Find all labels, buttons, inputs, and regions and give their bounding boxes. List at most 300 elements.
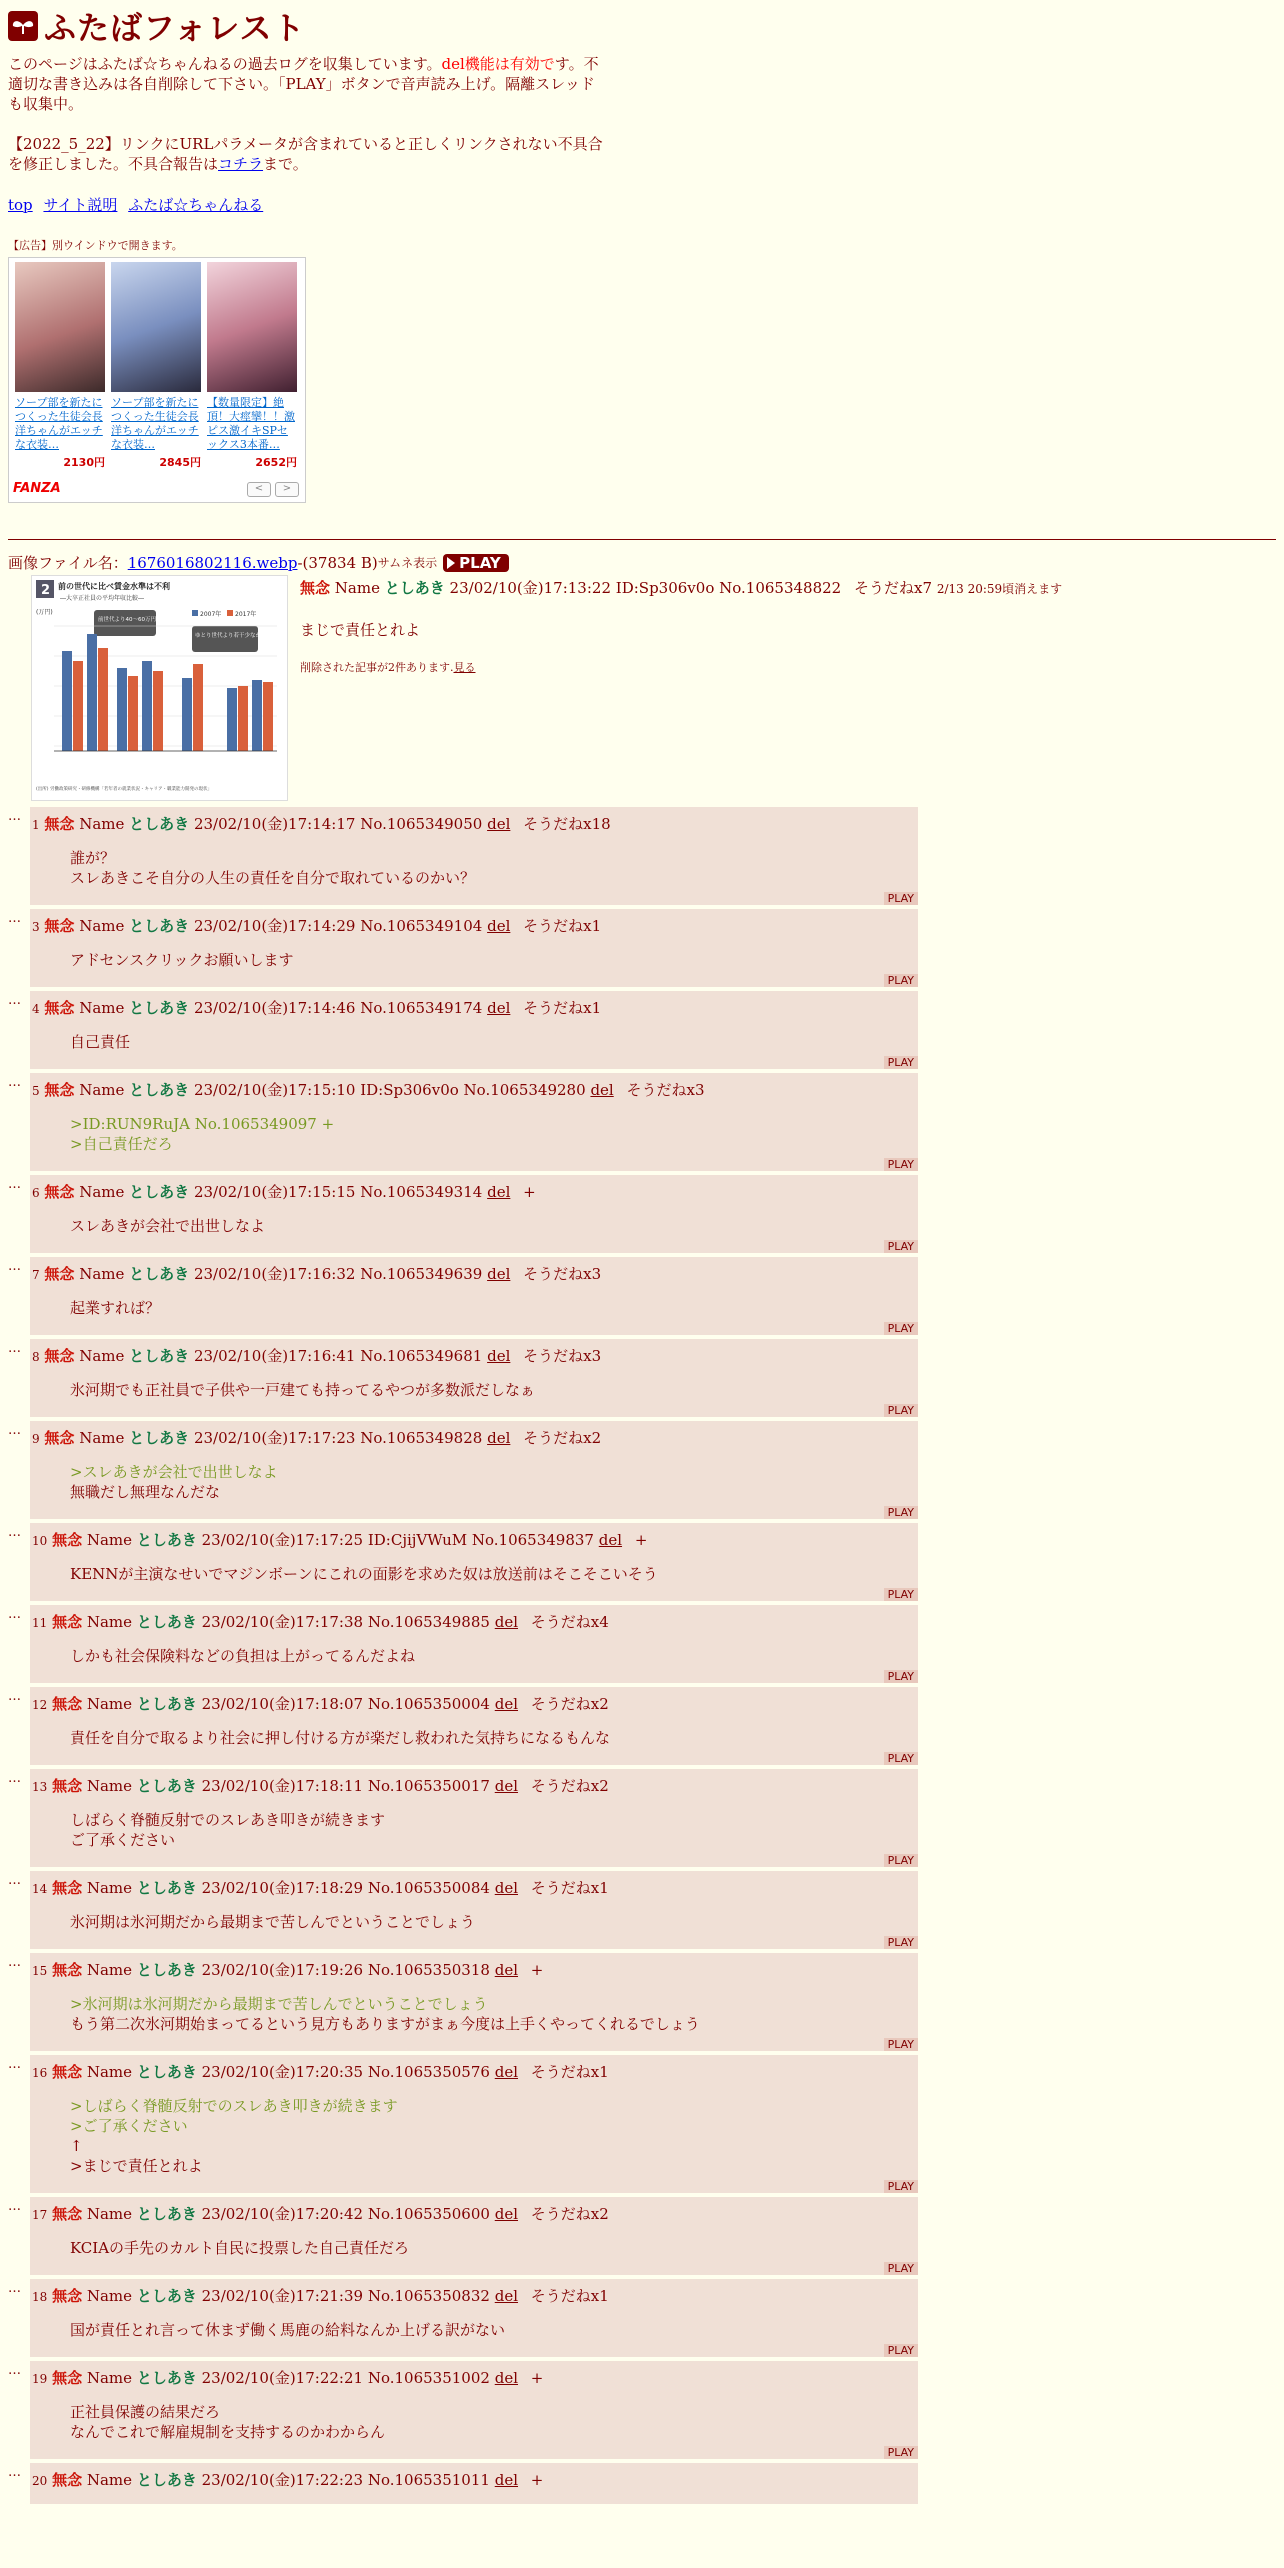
reply-play-button[interactable]: PLAY <box>884 1322 918 1335</box>
body-line: 正社員保護の結果だろ <box>70 2403 221 2421</box>
chart-number: 2 <box>41 583 51 598</box>
reply-menu-icon[interactable]: … <box>8 2465 21 2480</box>
reply-header <box>30 1523 918 1550</box>
reply-play-button[interactable]: PLAY <box>884 1404 918 1417</box>
reply-play-button[interactable]: PLAY <box>884 1936 918 1949</box>
reply-datetime: 23/02/10(金)17:14:17 <box>193 815 356 833</box>
reply-post <box>30 807 918 905</box>
sodane-button[interactable]: そうだねx3 <box>626 1081 705 1099</box>
ad-thumbnail[interactable] <box>111 262 201 392</box>
reply-menu-icon[interactable]: … <box>8 2363 21 2378</box>
sodane-button[interactable]: そうだねx3 <box>523 1347 602 1365</box>
ad-thumbnail[interactable] <box>15 262 105 392</box>
reply-index: 7 <box>32 1268 40 1282</box>
reply-post <box>30 1687 918 1765</box>
reply-index: 14 <box>32 1882 48 1896</box>
reply-menu-icon[interactable]: … <box>8 1177 21 1192</box>
reply-header <box>30 1953 918 1980</box>
del-link[interactable]: del <box>598 1531 623 1549</box>
sodane-button[interactable]: そうだねx18 <box>523 815 611 833</box>
reply-row <box>8 2279 1276 2357</box>
reply-name: としあき <box>136 1613 197 1631</box>
ad-pager <box>247 482 299 497</box>
del-link[interactable]: del <box>494 1961 519 1979</box>
del-link[interactable]: del <box>487 999 511 1017</box>
sodane-button[interactable]: そうだねx1 <box>530 1879 609 1897</box>
reply-header <box>30 991 918 1018</box>
reply-body <box>70 2096 918 2176</box>
del-link[interactable]: del <box>590 1081 614 1099</box>
sodane-button[interactable]: そうだねx2 <box>530 1777 609 1795</box>
del-link[interactable]: del <box>487 1183 511 1201</box>
del-link[interactable]: del <box>487 815 511 833</box>
reply-index: 4 <box>32 1002 40 1016</box>
reply-name: としあき <box>129 1265 190 1283</box>
reply-number: No.1065349104 <box>360 917 483 935</box>
legend-2007: 2007年 <box>200 611 222 618</box>
reply-menu-icon[interactable]: … <box>8 1689 21 1704</box>
reply-name: としあき <box>129 999 190 1017</box>
reply-subject: 無念 <box>52 1961 83 1979</box>
reply-header <box>30 1257 918 1284</box>
del-link[interactable]: del <box>494 1879 519 1897</box>
reply-play-button[interactable]: PLAY <box>884 2180 918 2193</box>
deleted-count-text: 削除された記事が2件あります. <box>300 661 454 674</box>
reply-header <box>30 1769 918 1796</box>
reply-datetime: 23/02/10(金)17:14:29 <box>193 917 356 935</box>
reply-play <box>30 892 918 905</box>
reply-name: としあき <box>136 2471 197 2489</box>
reply-menu-icon[interactable]: … <box>8 1607 21 1622</box>
nav-futaba-link[interactable]: ふたば☆ちゃんねる <box>128 196 264 214</box>
ad-title-link[interactable]: 【数量限定】絶頂！大痙攣！！激ピス激イキSPセックス3本番… <box>207 396 295 451</box>
reply-play-button[interactable]: PLAY <box>884 1588 918 1601</box>
reply-body <box>70 1994 918 2034</box>
reply-subject: 無念 <box>44 815 75 833</box>
quote-line: >スレあきが会社で出世しなよ <box>70 1463 278 1481</box>
body-line: しばらく脊髄反射でのスレあき叩きが続きます <box>70 1811 386 1829</box>
ad-thumbnail[interactable] <box>207 262 297 392</box>
body-line: ご了承ください <box>70 1831 176 1849</box>
body-line: 誰が？ <box>70 849 116 867</box>
del-link[interactable]: del <box>494 1777 519 1795</box>
body-line: スレあきが会社で出世しなよ <box>70 1217 266 1235</box>
reply-header <box>30 1339 918 1366</box>
reply-name: としあき <box>136 2287 197 2305</box>
reply-menu-icon[interactable]: … <box>8 1873 21 1888</box>
reply-datetime: 23/02/10(金)17:18:11 <box>201 1777 364 1795</box>
reply-index: 18 <box>32 2290 48 2304</box>
chart-unit: (万円) <box>36 609 53 616</box>
body-line: 責任を自分で取るより社会に押し付ける方が楽だし救われた気持ちになるもんな <box>70 1729 611 1747</box>
show-deleted-link[interactable]: 見る <box>453 661 476 674</box>
play-icon <box>447 557 455 569</box>
reply-name-label: Name <box>86 1879 133 1897</box>
reply-subject: 無念 <box>52 2205 83 2223</box>
op-number: No.1065348822 <box>719 579 842 597</box>
reply-row <box>8 1871 1276 1949</box>
reply-body <box>70 1380 918 1400</box>
reply-row <box>8 1687 1276 1765</box>
reply-index: 19 <box>32 2372 48 2386</box>
ad-title-link[interactable]: ソープ部を新たにつくった生徒会長洋ちゃんがエッチな衣装… <box>15 396 103 451</box>
reply-header <box>30 1871 918 1898</box>
reply-post <box>30 2279 918 2357</box>
reply-play <box>30 1322 918 1335</box>
reply-header <box>30 1073 918 1100</box>
reply-play-button[interactable]: PLAY <box>884 2038 918 2051</box>
reply-body <box>70 1216 918 1236</box>
reply-name-label: Name <box>79 917 125 935</box>
del-link[interactable]: del <box>487 1265 511 1283</box>
reply-name-label: Name <box>86 1961 133 1979</box>
reply-play-button[interactable]: PLAY <box>884 974 918 987</box>
reply-datetime: 23/02/10(金)17:17:25 <box>201 1531 364 1549</box>
sodane-button[interactable]: + <box>530 1961 544 1979</box>
reply-play <box>30 1752 918 1765</box>
reply-number: No.1065350004 <box>367 1695 490 1713</box>
reply-menu-icon[interactable]: … <box>8 809 21 824</box>
op-post <box>8 573 1276 807</box>
reply-play-button[interactable]: PLAY <box>884 1506 918 1519</box>
reply-play <box>30 1670 918 1683</box>
intro-del-highlight: del機能は有効で <box>441 55 555 73</box>
reply-datetime: 23/02/10(金)17:17:23 <box>193 1429 356 1447</box>
reply-datetime: 23/02/10(金)17:20:42 <box>201 2205 364 2223</box>
del-link[interactable]: del <box>487 917 511 935</box>
reply-index: 5 <box>32 1084 40 1098</box>
reply-play-button[interactable]: PLAY <box>884 2446 918 2459</box>
reply-header <box>30 2463 918 2490</box>
reply-body <box>70 1912 918 1932</box>
reply-subject: 無念 <box>52 1695 83 1713</box>
reply-play <box>30 1588 918 1601</box>
body-line: 起業すれば？ <box>70 1299 161 1317</box>
reply-play <box>30 1404 918 1417</box>
deleted-note <box>300 659 476 675</box>
reply-index: 9 <box>32 1432 40 1446</box>
sodane-button[interactable]: そうだねx1 <box>523 999 602 1017</box>
intro-text <box>8 54 603 114</box>
reply-name: としあき <box>129 1429 190 1447</box>
sodane-button[interactable]: そうだねx2 <box>523 1429 602 1447</box>
sodane-button[interactable]: そうだねx4 <box>530 1613 609 1631</box>
ad-item[interactable] <box>207 262 297 470</box>
ad-item[interactable] <box>15 262 105 470</box>
reply-datetime: 23/02/10(金)17:20:35 <box>201 2063 364 2081</box>
reply-row <box>8 1421 1276 1519</box>
reply-body <box>70 1728 918 1748</box>
file-info <box>8 552 1276 573</box>
notice-body: 【2022_5_22】リンクにURLパラメータが含まれていると正しくリンクされない不具合を修正しました。不具合報告は <box>8 135 603 173</box>
sodane-button[interactable]: そうだねx3 <box>523 1265 602 1283</box>
reply-post <box>30 1257 918 1335</box>
reply-row <box>8 1257 1276 1335</box>
reply-number: No.1065350832 <box>367 2287 490 2305</box>
reply-menu-icon[interactable]: … <box>8 1075 21 1090</box>
reply-row <box>8 1073 1276 1171</box>
reply-index: 8 <box>32 1350 40 1364</box>
chart-subtitle: ―大卒正社員の平均年収比較― <box>60 595 145 602</box>
reply-index: 20 <box>32 2474 48 2488</box>
reply-name: としあき <box>136 2205 197 2223</box>
reply-number: No.1065350600 <box>367 2205 490 2223</box>
ad-price: 2845円 <box>159 456 201 469</box>
reply-row <box>8 2055 1276 2193</box>
reply-play <box>30 2038 918 2051</box>
reply-subject: 無念 <box>52 2369 83 2387</box>
reply-name-label: Name <box>86 1531 133 1549</box>
reply-name: としあき <box>136 2369 197 2387</box>
body-line: スレあきこそ自分の人生の責任を自分で取れているのかい？ <box>70 869 476 887</box>
reply-index: 1 <box>32 818 40 832</box>
body-line: 氷河期でも正社員で子供や一戸建ても持ってるやつが多数派だしなぁ <box>70 1381 536 1399</box>
reply-datetime: 23/02/10(金)17:15:15 <box>193 1183 356 1201</box>
del-link[interactable]: del <box>494 2369 519 2387</box>
del-link[interactable]: del <box>487 1429 511 1447</box>
reply-datetime: 23/02/10(金)17:22:21 <box>201 2369 364 2387</box>
nav-links <box>8 194 1276 215</box>
reply-menu-icon[interactable]: … <box>8 1771 21 1786</box>
reply-id: ID:Sp306v0o <box>360 1081 459 1099</box>
reply-play <box>30 974 918 987</box>
reply-post <box>30 1769 918 1867</box>
reply-row <box>8 1769 1276 1867</box>
reply-name: としあき <box>136 2063 197 2081</box>
file-size: -(37834 B) <box>297 553 378 572</box>
file-label: 画像ファイル名： <box>8 554 128 572</box>
site-header <box>8 6 1276 46</box>
reply-row <box>8 1339 1276 1417</box>
reply-subject: 無念 <box>44 1081 75 1099</box>
sodane-button[interactable]: + <box>530 2369 544 2387</box>
chart-source: (出所) 労働政策研究・研修機構「若年者の就業状況・キャリア・職業能力開発の現状」 <box>36 787 212 792</box>
reply-name-label: Name <box>86 2063 133 2081</box>
body-line: 無職だし無理なんだな <box>70 1483 221 1501</box>
reply-name: としあき <box>129 1081 190 1099</box>
file-link[interactable]: 1676016802116.webp <box>127 553 298 572</box>
reply-body <box>70 1646 918 1666</box>
reply-header <box>30 807 918 834</box>
reply-number: No.1065349639 <box>360 1265 483 1283</box>
reply-play-button[interactable]: PLAY <box>884 1854 918 1867</box>
sodane-button[interactable]: そうだねx1 <box>523 917 602 935</box>
reply-menu-icon[interactable]: … <box>8 993 21 1008</box>
play-button[interactable] <box>443 554 509 572</box>
quote-line: >ID:RUN9RuJA No.1065349097 + <box>70 1115 335 1133</box>
sodane-button[interactable]: + <box>523 1183 536 1201</box>
reply-name-label: Name <box>86 2205 133 2223</box>
reply-number: No.1065350084 <box>367 1879 490 1897</box>
intro-part1: このページはふたば☆ちゃんねるの過去ログを収集しています。 <box>8 55 442 73</box>
reply-body <box>70 1114 918 1154</box>
reply-name: としあき <box>136 1777 197 1795</box>
reply-play-button[interactable]: PLAY <box>884 2262 918 2275</box>
thumb-toggle[interactable]: サムネ表示 <box>377 556 438 570</box>
sodane-button[interactable]: そうだねx1 <box>530 2287 609 2305</box>
reply-play <box>30 1158 918 1171</box>
ad-widget <box>8 257 306 503</box>
reply-row <box>8 909 1276 987</box>
reply-list <box>8 807 1276 2504</box>
reply-play-button[interactable]: PLAY <box>884 2344 918 2357</box>
quote-line: >自己責任だろ <box>70 1135 173 1153</box>
reply-datetime: 23/02/10(金)17:17:38 <box>201 1613 364 1631</box>
quote-line: >ご了承ください <box>70 2117 188 2135</box>
del-link[interactable]: del <box>494 1613 519 1631</box>
ad-item[interactable] <box>111 262 201 470</box>
reply-row <box>8 991 1276 1069</box>
reply-post <box>30 1871 918 1949</box>
body-line: KCIAの手先のカルト自民に投票した自己責任だろ <box>70 2239 410 2257</box>
del-link[interactable]: del <box>494 1695 519 1713</box>
reply-number: No.1065351002 <box>367 2369 490 2387</box>
body-line: >まじで責任とれよ <box>70 2157 203 2175</box>
del-link[interactable]: del <box>494 2063 519 2081</box>
reply-header <box>30 1605 918 1632</box>
reply-header <box>30 1687 918 1714</box>
reply-play <box>30 2262 918 2275</box>
reply-body <box>70 1564 918 1584</box>
reply-play <box>30 2344 918 2357</box>
reply-play-button[interactable]: PLAY <box>884 1752 918 1765</box>
reply-index: 15 <box>32 1964 48 1978</box>
ad-prev-button[interactable]: < <box>247 482 271 497</box>
chart-title: 前の世代に比べ賃金水準は不利 <box>58 582 170 591</box>
reply-menu-icon[interactable]: … <box>8 911 21 926</box>
reply-post <box>30 991 918 1069</box>
legend-2017: 2017年 <box>235 611 257 618</box>
reply-post <box>30 2463 918 2504</box>
reply-number: No.1065350576 <box>367 2063 490 2081</box>
chart-callout-1: 前世代より40～60万円少ない <box>98 617 173 623</box>
body-line: しかも社会保険料などの負担は上がってるんだよね <box>70 1647 416 1665</box>
reply-menu-icon[interactable]: … <box>8 2281 21 2296</box>
reply-header <box>30 909 918 936</box>
reply-name-label: Name <box>79 1183 125 1201</box>
reply-index: 3 <box>32 920 40 934</box>
reply-number: No.1065349681 <box>360 1347 483 1365</box>
ad-price: 2130円 <box>63 456 105 469</box>
reply-row <box>8 2197 1276 2275</box>
op-subject: 無念 <box>300 579 331 597</box>
reply-name-label: Name <box>79 1347 125 1365</box>
reply-name: としあき <box>129 917 190 935</box>
nav-top-link[interactable]: top <box>8 196 33 214</box>
reply-datetime: 23/02/10(金)17:19:26 <box>201 1961 364 1979</box>
reply-post <box>30 1605 918 1683</box>
reply-name-label: Name <box>79 1081 125 1099</box>
ad-next-button[interactable]: > <box>275 482 299 497</box>
reply-body <box>70 2402 918 2442</box>
reply-play-button[interactable]: PLAY <box>884 892 918 905</box>
reply-menu-icon[interactable]: … <box>8 1341 21 1356</box>
sodane-button[interactable]: そうだねx2 <box>530 1695 609 1713</box>
del-link[interactable]: del <box>494 2205 519 2223</box>
op-expire: 2/13 20:59頃消えます <box>936 582 1063 596</box>
reply-play <box>30 2446 918 2459</box>
del-link[interactable]: del <box>487 1347 511 1365</box>
op-name: としあき <box>384 579 445 597</box>
reply-body <box>70 2320 918 2340</box>
sodane-button[interactable]: + <box>634 1531 648 1549</box>
del-link[interactable]: del <box>494 2471 519 2489</box>
nav-about-link[interactable]: サイト説明 <box>43 196 118 214</box>
reply-subject: 無念 <box>52 2063 83 2081</box>
reply-number: No.1065349280 <box>463 1081 586 1099</box>
reply-play <box>30 2180 918 2193</box>
reply-post <box>30 2197 918 2275</box>
reply-menu-icon[interactable]: … <box>8 1955 21 1970</box>
reply-name-label: Name <box>79 815 125 833</box>
reply-subject: 無念 <box>52 1613 83 1631</box>
report-link[interactable]: コチラ <box>218 155 264 173</box>
notice-suffix: まで。 <box>263 155 308 173</box>
reply-subject: 無念 <box>52 1777 83 1795</box>
op-name-label: Name <box>334 579 380 597</box>
op-image[interactable] <box>31 575 288 801</box>
quote-line: >しばらく脊髄反射でのスレあき叩きが続きます <box>70 2097 398 2115</box>
ad-caption: 【広告】別ウインドウで開きます。 <box>8 239 183 252</box>
reply-subject: 無念 <box>52 2287 83 2305</box>
sodane-button[interactable]: そうだねx1 <box>530 2063 609 2081</box>
reply-datetime: 23/02/10(金)17:15:10 <box>193 1081 356 1099</box>
reply-play-button[interactable]: PLAY <box>884 1240 918 1253</box>
reply-post <box>30 1523 918 1601</box>
reply-play <box>30 1936 918 1949</box>
reply-name: としあき <box>129 815 190 833</box>
reply-menu-icon[interactable]: … <box>8 1525 21 1540</box>
reply-index: 12 <box>32 1698 48 1712</box>
reply-menu-icon[interactable]: … <box>8 2057 21 2072</box>
reply-post <box>30 909 918 987</box>
divider <box>8 539 1276 540</box>
reply-index: 6 <box>32 1186 40 1200</box>
reply-number: No.1065350318 <box>367 1961 490 1979</box>
chart-callout-2: ゆとり世代より若干少なかった <box>195 633 273 639</box>
sodane-button[interactable]: + <box>530 2471 544 2489</box>
reply-number: No.1065351011 <box>367 2471 490 2489</box>
reply-datetime: 23/02/10(金)17:21:39 <box>201 2287 364 2305</box>
reply-datetime: 23/02/10(金)17:18:07 <box>201 1695 364 1713</box>
op-datetime: 23/02/10(金)17:13:22 <box>449 579 611 597</box>
reply-datetime: 23/02/10(金)17:16:32 <box>193 1265 356 1283</box>
reply-index: 16 <box>32 2066 48 2080</box>
del-link[interactable]: del <box>494 2287 519 2305</box>
body-line: もう第二次氷河期始まってるという見方もありますがまぁ今度は上手くやってくれるでしょう <box>70 2015 700 2033</box>
reply-name: としあき <box>129 1347 190 1365</box>
reply-menu-icon[interactable]: … <box>8 1259 21 1274</box>
reply-number: No.1065349885 <box>367 1613 490 1631</box>
reply-play-button[interactable]: PLAY <box>884 1670 918 1683</box>
reply-subject: 無念 <box>44 917 75 935</box>
reply-play <box>30 1240 918 1253</box>
op-sodane-button[interactable]: そうだねx7 <box>854 579 933 597</box>
body-line: KENNが主演なせいでマジンボーンにこれの面影を求めた奴は放送前はそこそこいそう <box>70 1565 658 1583</box>
reply-number: No.1065349314 <box>360 1183 483 1201</box>
sodane-button[interactable]: そうだねx2 <box>530 2205 609 2223</box>
reply-menu-icon[interactable]: … <box>8 1423 21 1438</box>
reply-subject: 無念 <box>52 1531 83 1549</box>
reply-play-button[interactable]: PLAY <box>884 1056 918 1069</box>
reply-header <box>30 2197 918 2224</box>
op-header <box>300 577 1062 598</box>
reply-name-label: Name <box>79 1265 125 1283</box>
ad-title-link[interactable]: ソープ部を新たにつくった生徒会長洋ちゃんがエッチな衣装… <box>111 396 199 451</box>
reply-play-button[interactable]: PLAY <box>884 1158 918 1171</box>
reply-menu-icon[interactable]: … <box>8 2199 21 2214</box>
leaf-logo-icon <box>8 11 38 41</box>
